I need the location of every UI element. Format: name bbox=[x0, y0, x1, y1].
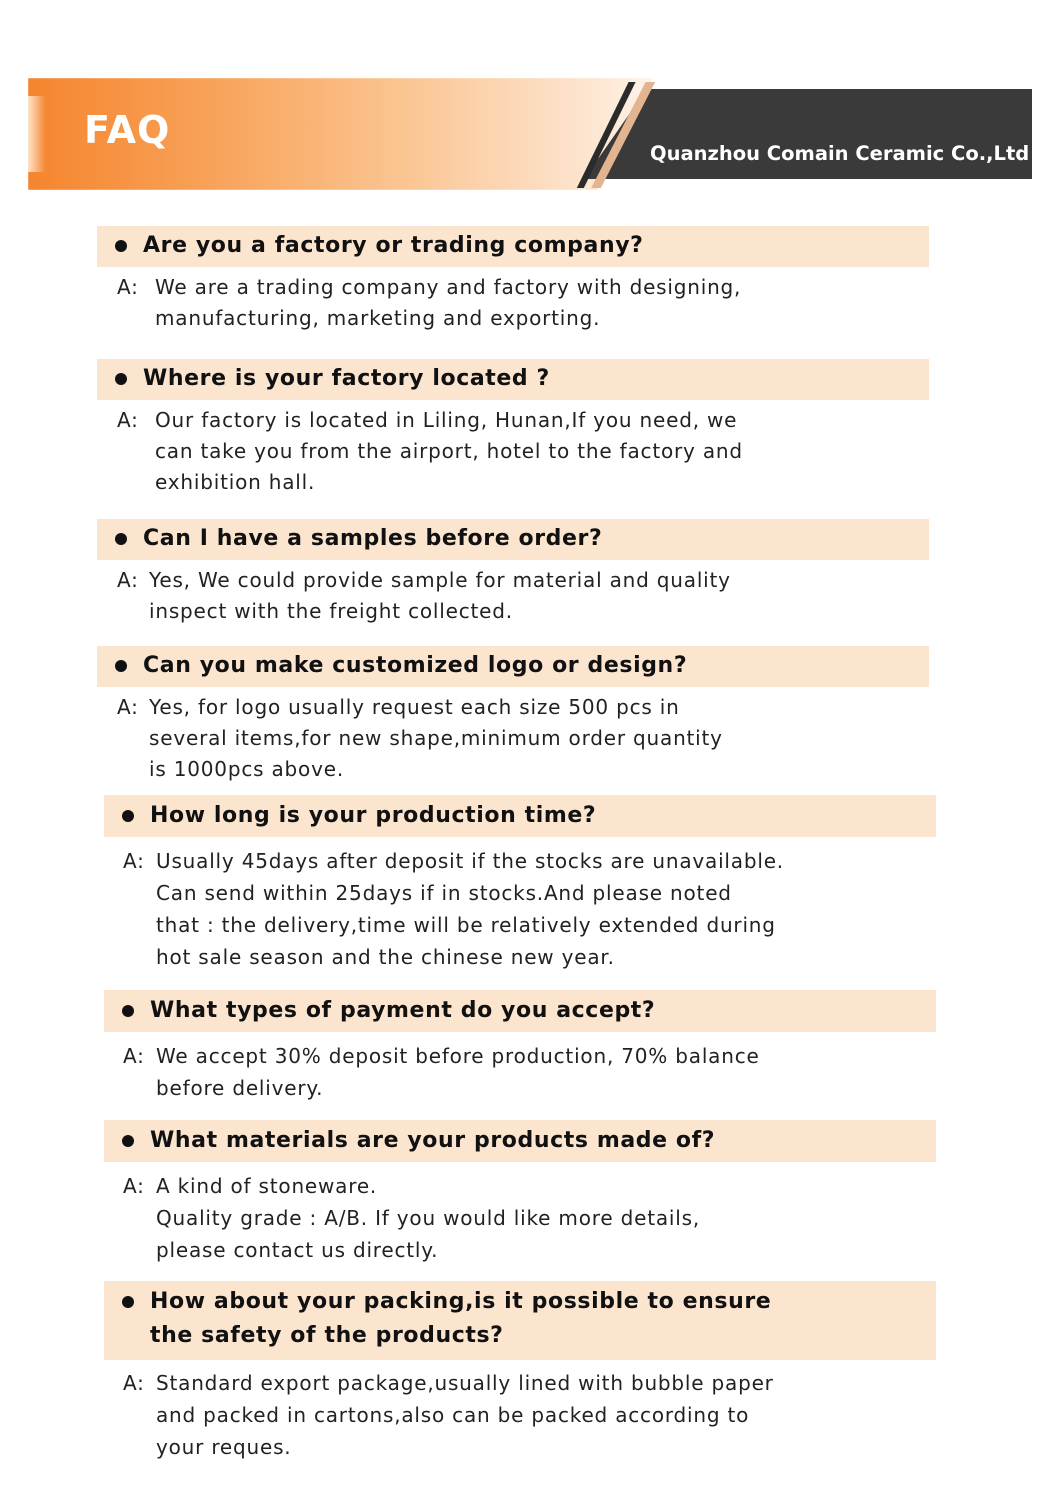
answer bbox=[117, 272, 949, 334]
question-bar bbox=[104, 1281, 936, 1360]
answer-line: Yes, We could provide sample for material and quality bbox=[149, 568, 731, 592]
bullet-icon bbox=[115, 373, 127, 385]
answer-line: manufacturing, marketing and exporting. bbox=[155, 306, 601, 330]
bullet-icon bbox=[122, 1135, 134, 1147]
page-title: FAQ bbox=[84, 108, 171, 152]
question-line: the safety of the products? bbox=[150, 1323, 504, 1348]
question-line: How long is your production time? bbox=[150, 803, 597, 828]
bullet-icon bbox=[122, 1005, 134, 1017]
question-line: Where is your factory located ? bbox=[143, 366, 550, 391]
question-bar bbox=[97, 359, 929, 400]
answer-prefix: A: bbox=[117, 275, 139, 299]
question-text bbox=[150, 994, 655, 1028]
question-line: Can you make customized logo or design? bbox=[143, 653, 688, 678]
bullet-icon bbox=[122, 1296, 134, 1308]
answer-line: Our factory is located in Liling, Hunan,If you need, we bbox=[155, 408, 738, 432]
answer-line: please contact us directly. bbox=[156, 1238, 439, 1262]
question-text bbox=[150, 799, 596, 833]
answer-line: Standard export package,usually lined with bubble paper bbox=[156, 1371, 774, 1395]
answer-line: inspect with the freight collected. bbox=[149, 599, 513, 623]
answer-line: We are a trading company and factory with designing, bbox=[155, 275, 742, 299]
answer-line: Quality grade : A/B. If you would like more details, bbox=[156, 1206, 700, 1230]
answer-prefix: A: bbox=[117, 568, 139, 592]
question-bar bbox=[97, 646, 929, 687]
company-name: Quanzhou Comain Ceramic Co.,Ltd bbox=[650, 142, 1030, 165]
answer bbox=[117, 692, 949, 785]
answer bbox=[123, 1367, 955, 1463]
faq-item bbox=[97, 359, 929, 498]
faq-item bbox=[104, 1281, 936, 1463]
question-line: What types of payment do you accept? bbox=[150, 998, 656, 1023]
faq-item bbox=[104, 795, 936, 973]
question-line: How about your packing,is it possible to ensure bbox=[150, 1289, 772, 1314]
bullet-icon bbox=[122, 810, 134, 822]
question-bar bbox=[104, 795, 936, 837]
answer-prefix: A: bbox=[123, 1371, 145, 1395]
answer-prefix: A: bbox=[123, 1174, 145, 1198]
answer-prefix: A: bbox=[123, 1044, 145, 1068]
answer bbox=[117, 565, 949, 627]
answer-prefix: A: bbox=[117, 695, 139, 719]
question-bar bbox=[104, 990, 936, 1032]
question-line: What materials are your products made of? bbox=[150, 1128, 716, 1153]
answer bbox=[117, 405, 949, 498]
answer bbox=[123, 1170, 955, 1266]
answer-line: before delivery. bbox=[156, 1076, 324, 1100]
answer-line: several items,for new shape,minimum order quantity bbox=[149, 726, 723, 750]
bullet-icon bbox=[115, 240, 127, 252]
answer-line: hot sale season and the chinese new year. bbox=[156, 945, 615, 969]
answer bbox=[123, 1040, 955, 1104]
question-bar bbox=[97, 226, 929, 267]
answer-line: We accept 30% deposit before production, 70% balance bbox=[156, 1044, 760, 1068]
faq-item bbox=[104, 990, 936, 1104]
bullet-icon bbox=[115, 533, 127, 545]
faq-banner bbox=[0, 0, 1060, 200]
question-bar bbox=[97, 519, 929, 560]
banner-notch bbox=[28, 96, 46, 172]
answer bbox=[123, 845, 955, 973]
answer-line: and packed in cartons,also can be packed according to bbox=[156, 1403, 750, 1427]
banner-dark-band bbox=[584, 89, 1032, 179]
question-text bbox=[150, 1124, 715, 1158]
question-line: Are you a factory or trading company? bbox=[143, 233, 644, 258]
faq-item bbox=[104, 1120, 936, 1266]
bullet-icon bbox=[115, 660, 127, 672]
question-bar bbox=[104, 1120, 936, 1162]
question-text bbox=[143, 522, 602, 556]
answer-prefix: A: bbox=[123, 849, 145, 873]
faq-item bbox=[97, 519, 929, 627]
question-text bbox=[143, 649, 687, 683]
question-line: Can I have a samples before order? bbox=[143, 526, 603, 551]
question-text bbox=[143, 229, 644, 263]
question-text bbox=[143, 362, 550, 396]
answer-line: A kind of stoneware. bbox=[156, 1174, 378, 1198]
faq-item bbox=[97, 646, 929, 785]
question-text bbox=[150, 1285, 771, 1353]
answer-line: Usually 45days after deposit if the stocks are unavailable. bbox=[156, 849, 784, 873]
answer-line: your reques. bbox=[156, 1435, 292, 1459]
answer-line: exhibition hall. bbox=[155, 470, 316, 494]
answer-line: can take you from the airport, hotel to the factory and bbox=[155, 439, 743, 463]
answer-line: is 1000pcs above. bbox=[149, 757, 344, 781]
answer-line: Can send within 25days if in stocks.And please noted bbox=[156, 881, 732, 905]
answer-line: that : the delivery,time will be relatively extended during bbox=[156, 913, 776, 937]
answer-prefix: A: bbox=[117, 408, 139, 432]
faq-item bbox=[97, 226, 929, 334]
answer-line: Yes, for logo usually request each size 500 pcs in bbox=[149, 695, 680, 719]
